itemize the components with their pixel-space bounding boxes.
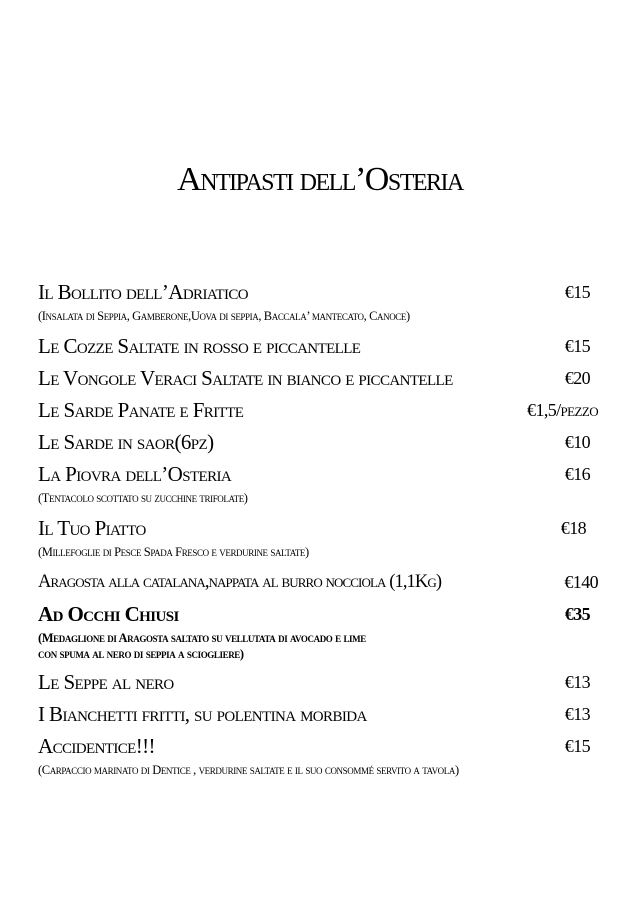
menu-item	[38, 428, 598, 460]
item-name: I Bianchetti fritti, su polentina morbida	[38, 702, 367, 726]
menu-item	[38, 364, 598, 396]
item-price: €15	[564, 282, 590, 302]
item-description: (Carpaccio marinato di Dentice , verdurine saltate e il suo consommé servito a tavola)	[38, 763, 459, 777]
item-name: Le Vongole Veraci Saltate in bianco e piccantelle	[38, 366, 453, 390]
item-price: €15	[564, 736, 590, 756]
item-name: La Piovra dell’Osteria	[38, 462, 232, 486]
item-price: €20	[564, 368, 590, 388]
item-name: Ad Occhi Chiusi	[38, 602, 179, 626]
item-name: Le Sarde Panate e Fritte	[38, 398, 244, 422]
item-price: €15	[564, 336, 590, 356]
menu-item	[38, 278, 598, 310]
menu-item	[38, 700, 598, 732]
item-price: €18	[560, 518, 586, 538]
menu-item	[38, 568, 598, 600]
item-price: €13	[564, 672, 590, 692]
item-name: Le Sarde in saor(6pz)	[38, 430, 214, 454]
item-price: €13	[564, 704, 590, 724]
item-price: €35	[564, 604, 590, 624]
menu-item	[38, 332, 598, 364]
menu-item	[38, 396, 598, 428]
item-description: (Millefoglie di Pesce Spada Fresco e verdurine saltate)	[38, 545, 309, 559]
menu-item	[38, 668, 598, 700]
item-name: Accidentice!!!	[38, 734, 155, 758]
item-name: Le Seppe al nero	[38, 670, 174, 694]
menu-item	[38, 514, 598, 546]
item-description: con spuma al nero di seppia a sciogliere)	[38, 647, 244, 661]
menu-item	[38, 732, 598, 764]
item-price: €10	[564, 432, 590, 452]
item-price: €1,5/pezzo	[527, 400, 598, 420]
item-name: Il Bollito dell’Adriatico	[38, 280, 249, 304]
item-description: (Insalata di Seppia, Gamberone,Uova di seppia, Baccala’ mantecato, Canoce)	[38, 309, 410, 323]
menu-title: Antipasti dell’Osteria	[177, 161, 463, 198]
menu-item-featured	[38, 600, 598, 632]
item-price: €16	[564, 464, 590, 484]
menu-list	[38, 278, 598, 786]
item-name: Le Cozze Saltate in rosso e piccantelle	[38, 334, 361, 358]
item-description: (Tentacolo scottato su zucchine trifolate)	[38, 491, 248, 505]
menu-item	[38, 460, 598, 492]
item-name: Il Tuo Piatto	[38, 516, 146, 540]
item-price: €140	[564, 572, 598, 592]
item-description: (Medaglione di Aragosta saltato su vellutata di avocado e lime	[38, 631, 366, 645]
item-name: Aragosta alla catalana,nappata al burro nocciola (1,1Kg)	[38, 572, 442, 592]
